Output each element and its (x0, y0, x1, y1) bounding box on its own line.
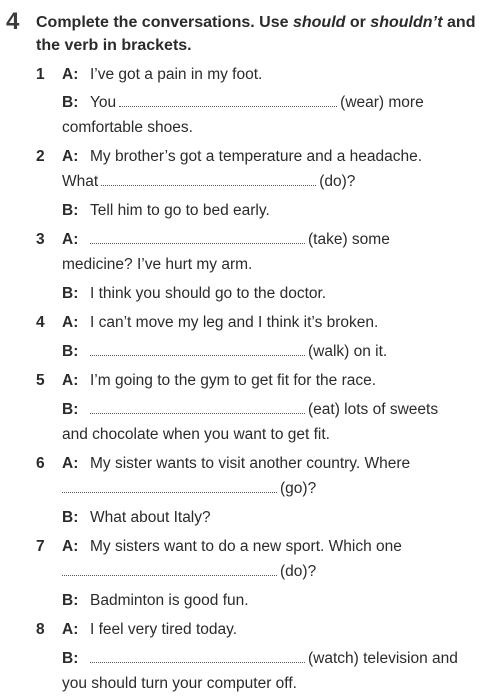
item-number: 4 (36, 314, 45, 331)
answer-blank-8[interactable] (90, 661, 305, 663)
verb-hint: (go)? (280, 480, 317, 497)
speaker-b-label: B: (62, 650, 79, 667)
answer-blank-1[interactable] (119, 105, 337, 107)
item-3-b-line (0, 281, 493, 306)
exercise-number: 4 (6, 8, 20, 35)
item-1-b-text (90, 90, 424, 115)
verb-hint: (take) some (308, 231, 390, 248)
item-2-a-line (0, 144, 493, 169)
item-6-b-text: What about Italy? (90, 509, 211, 526)
item-4-b-text (90, 339, 387, 364)
a-prefix: What (62, 173, 99, 190)
verb-hint: (walk) on it. (308, 343, 388, 360)
continuation-text (62, 169, 355, 194)
item-7-a-cont (0, 559, 493, 584)
continuation-text: you should turn your computer off. (62, 675, 297, 692)
item-4-b-line (0, 339, 493, 364)
verb-hint: (wear) more (340, 94, 424, 111)
answer-blank-3[interactable] (90, 242, 305, 244)
item-8-b-text (90, 646, 458, 671)
continuation-text (62, 559, 316, 584)
speaker-b-label: B: (62, 592, 79, 609)
speaker-b-label: B: (62, 509, 79, 526)
item-5-b-text (90, 397, 438, 422)
item-7-b-text: Badminton is good fun. (90, 592, 249, 609)
item-number: 1 (36, 66, 45, 83)
item-1-a-text: I’ve got a pain in my foot. (90, 66, 263, 83)
item-2-b-text: Tell him to go to bed early. (90, 202, 270, 219)
continuation-text: medicine? I’ve hurt my arm. (62, 256, 253, 273)
item-4-a-text: I can’t move my leg and I think it’s broken. (90, 314, 379, 331)
item-1-b-line (0, 90, 493, 115)
conversation-list (0, 62, 493, 696)
verb-hint: (watch) television and (308, 650, 458, 667)
exercise-instruction (36, 11, 476, 57)
continuation-text: and chocolate when you want to get fit. (62, 426, 330, 443)
item-4-a-line (0, 310, 493, 335)
instruction-text: or (345, 14, 371, 31)
item-6-a-cont (0, 476, 493, 501)
speaker-a-label: A: (62, 621, 79, 638)
item-8-a-text: I feel very tired today. (90, 621, 238, 638)
speaker-a-label: A: (62, 455, 79, 472)
continuation-text (62, 476, 316, 501)
item-8-b-cont (0, 671, 493, 696)
speaker-a-label: A: (62, 314, 79, 331)
item-2-a-text: My brother’s got a temperature and a headache. (90, 148, 423, 165)
item-number: 2 (36, 148, 45, 165)
instruction-text: and the verb in brackets. (36, 14, 476, 54)
item-2-a-cont (0, 169, 493, 194)
speaker-a-label: A: (62, 148, 79, 165)
speaker-b-label: B: (62, 401, 79, 418)
item-number: 3 (36, 231, 45, 248)
instruction-text: Complete the conversations. Use (36, 14, 293, 31)
item-6-b-line (0, 505, 493, 530)
item-7-a-text: My sisters want to do a new sport. Which one (90, 538, 402, 555)
answer-blank-5[interactable] (90, 412, 305, 414)
b-prefix: You (90, 94, 117, 111)
item-3-a-cont (0, 252, 493, 277)
answer-blank-7[interactable] (62, 574, 277, 576)
instruction-should: should (292, 14, 346, 31)
item-5-b-line (0, 397, 493, 422)
speaker-a-label: A: (62, 372, 79, 389)
item-5-b-cont (0, 422, 493, 447)
speaker-a-label: A: (62, 538, 79, 555)
item-2-b-line (0, 198, 493, 223)
speaker-b-label: B: (62, 343, 79, 360)
item-6-a-line (0, 451, 493, 476)
item-number: 8 (36, 621, 45, 638)
answer-blank-6[interactable] (62, 491, 277, 493)
speaker-b-label: B: (62, 94, 79, 111)
item-number: 5 (36, 372, 45, 389)
item-number: 6 (36, 455, 45, 472)
speaker-b-label: B: (62, 202, 79, 219)
answer-blank-4[interactable] (90, 354, 305, 356)
item-1-a-line (0, 62, 493, 87)
speaker-a-label: A: (62, 66, 79, 83)
item-1-b-cont (0, 115, 493, 140)
item-3-a-text (90, 227, 390, 252)
speaker-b-label: B: (62, 285, 79, 302)
item-6-a-text: My sister wants to visit another country. Where (90, 455, 411, 472)
item-number: 7 (36, 538, 45, 555)
item-8-a-line (0, 617, 493, 642)
verb-hint: (do)? (280, 563, 317, 580)
speaker-a-label: A: (62, 231, 79, 248)
item-7-b-line (0, 588, 493, 613)
item-5-a-line (0, 368, 493, 393)
answer-blank-2[interactable] (101, 184, 316, 186)
item-7-a-line (0, 534, 493, 559)
instruction-shouldnt: shouldn’t (370, 14, 443, 31)
item-5-a-text: I’m going to the gym to get fit for the race. (90, 372, 377, 389)
item-3-b-text: I think you should go to the doctor. (90, 285, 327, 302)
verb-hint: (do)? (319, 173, 356, 190)
verb-hint: (eat) lots of sweets (308, 401, 439, 418)
item-8-b-line (0, 646, 493, 671)
item-3-a-line (0, 227, 493, 252)
continuation-text: comfortable shoes. (62, 119, 193, 136)
